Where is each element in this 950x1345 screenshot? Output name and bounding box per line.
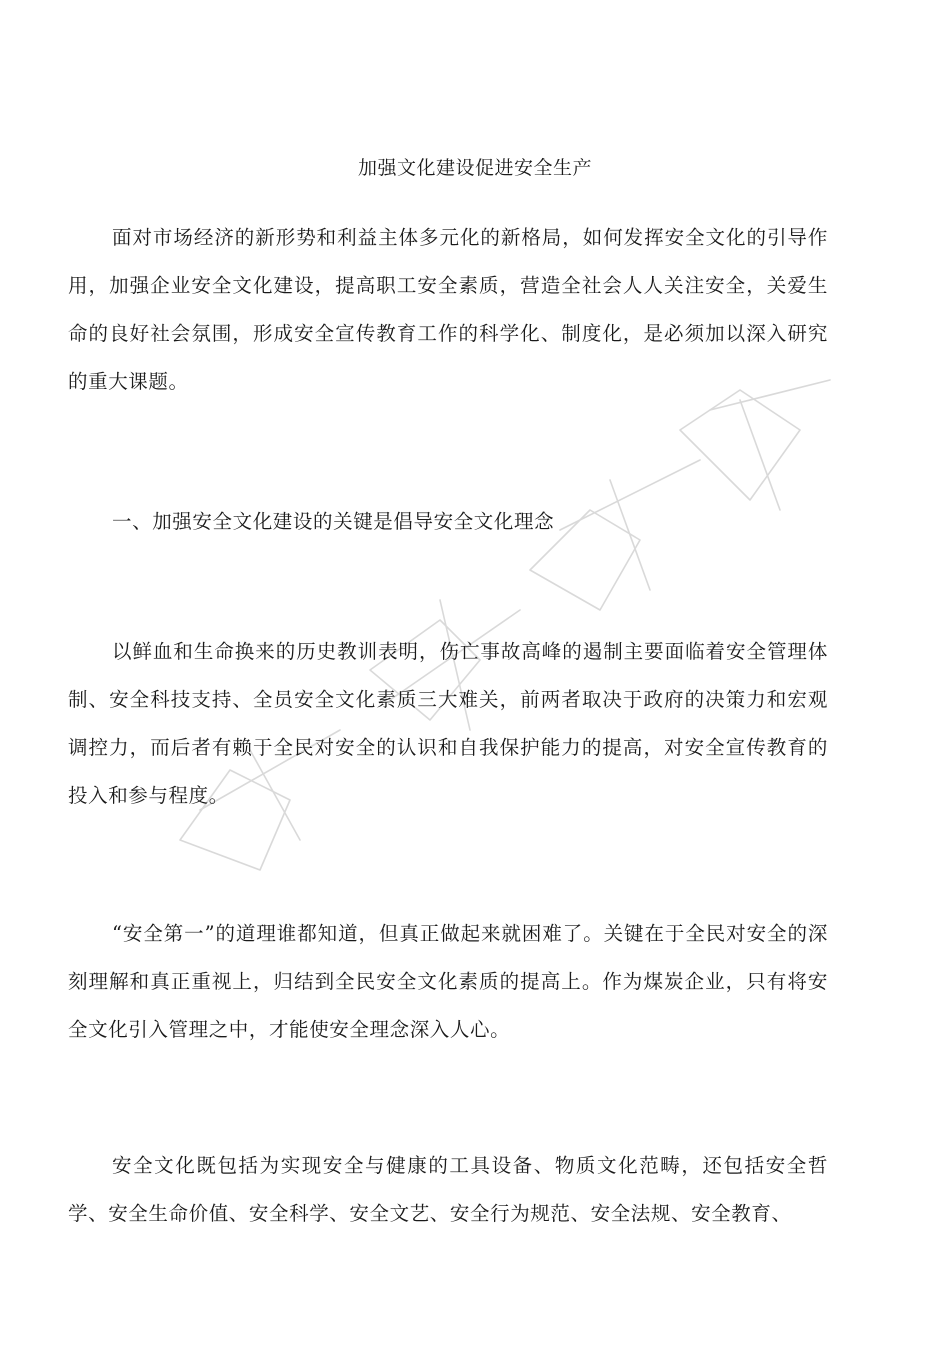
paragraph-safety-culture: 安全文化既包括为实现安全与健康的工具设备、物质文化范畴，还包括安全哲学、安全生命价值、安全科学、安全文艺、安全行为规范、安全法规、安全教育、 <box>68 1154 828 1225</box>
section-heading: 一、加强安全文化建设的关键是倡导安全文化理念 <box>112 510 555 533</box>
paragraph-safety-first: “安全第一”的道理谁都知道，但真正做起来就困难了。关键在于全民对安全的深刻理解和真正重视上，归结到全民安全文化素质的提高上。作为煤炭企业，只有将安全文化引入管理之中，才能使安全理念深入人心。 <box>68 922 828 1041</box>
paragraph-intro: 面对市场经济的新形势和利益主体多元化的新格局，如何发挥安全文化的引导作用，加强企业安全文化建设，提高职工安全素质，营造全社会人人关注安全，关爱生命的良好社会氛围，形成安全宣传教育工作的科学化、制度化，是必须加以深入研究的重大课题。 <box>68 226 828 393</box>
paragraph-history: 以鲜血和生命换来的历史教训表明，伤亡事故高峰的遏制主要面临着安全管理体制、安全科技支持、全员安全文化素质三大难关，前两者取决于政府的决策力和宏观调控力，而后者有赖于全民对安全的认识和自我保护能力的提高，对安全宣传教育的投入和参与程度。 <box>68 640 828 807</box>
document-title: 加强文化建设促进安全生产 <box>357 157 592 179</box>
